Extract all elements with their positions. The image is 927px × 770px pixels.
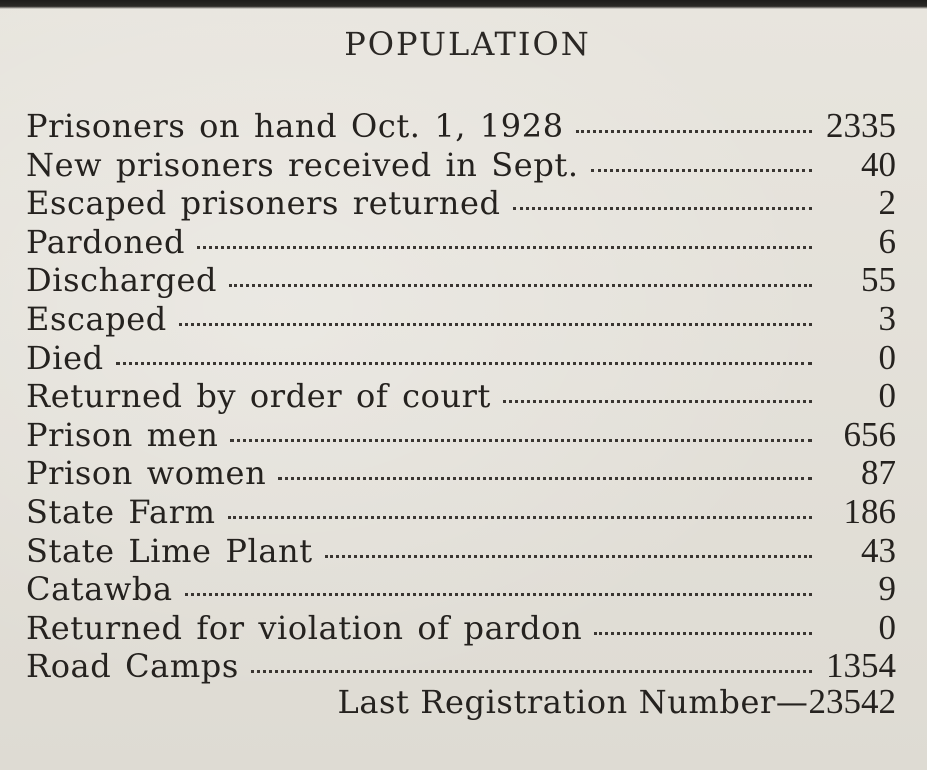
list-item — [26, 300, 896, 339]
row-label: Returned for violation of pardon — [26, 608, 583, 647]
list-item — [26, 107, 896, 146]
dot-leader — [185, 593, 812, 596]
row-label: Catawba — [26, 570, 173, 609]
row-label: New prisoners received in Sept. — [26, 145, 579, 184]
row-value: 0 — [878, 607, 896, 647]
list-item — [26, 416, 896, 455]
list-item — [26, 223, 896, 262]
row-value: 6 — [878, 221, 896, 261]
dot-leader — [503, 400, 812, 403]
last-registration-number — [338, 682, 897, 722]
row-label: Pardoned — [26, 222, 186, 261]
list-item — [26, 339, 896, 378]
footer-label: Last Registration Number— — [337, 683, 809, 721]
row-value: 2335 — [826, 106, 896, 145]
list-item — [26, 609, 896, 648]
list-item — [26, 493, 896, 532]
row-label: State Lime Plant — [26, 531, 313, 570]
dot-leader — [594, 632, 812, 635]
list-item — [26, 146, 896, 185]
row-value: 1354 — [826, 646, 896, 686]
row-label: Prison women — [26, 454, 267, 493]
row-value: 3 — [878, 298, 896, 338]
list-item — [26, 532, 896, 571]
list-item — [26, 647, 896, 686]
row-value: 40 — [861, 144, 896, 184]
list-item — [26, 454, 896, 493]
row-value: 0 — [878, 337, 896, 377]
row-label: Escaped — [26, 299, 167, 338]
row-value: 87 — [861, 453, 896, 493]
dot-leader — [228, 516, 812, 519]
row-value: 656 — [843, 414, 896, 454]
row-label: Discharged — [26, 261, 218, 300]
dot-leader — [251, 670, 812, 673]
list-item — [26, 261, 896, 300]
footer-number: 23542 — [808, 682, 896, 721]
dot-leader — [197, 246, 812, 249]
dot-leader — [179, 323, 812, 326]
list-item — [26, 570, 896, 609]
dot-leader — [325, 555, 812, 558]
row-label: Prison men — [26, 415, 219, 454]
row-value: 0 — [878, 376, 896, 416]
row-value: 186 — [843, 491, 896, 531]
dot-leader — [278, 477, 812, 480]
row-label: Prisoners on hand Oct. 1, 1928 — [26, 107, 564, 145]
dot-leader — [576, 130, 812, 133]
row-value: 55 — [861, 260, 896, 300]
list-item — [26, 184, 896, 223]
row-label: Road Camps — [26, 647, 239, 686]
list-item — [26, 377, 896, 416]
dot-leader — [230, 439, 812, 442]
page-title: POPULATION — [344, 25, 591, 63]
population-list — [26, 107, 896, 686]
row-label: Returned by order of court — [26, 377, 492, 416]
dot-leader — [116, 362, 812, 365]
row-label: Died — [26, 338, 104, 377]
row-value: 2 — [878, 183, 896, 223]
row-value: 43 — [861, 530, 896, 570]
row-label: Escaped prisoners returned — [26, 184, 501, 223]
row-value: 9 — [878, 569, 896, 609]
dot-leader — [229, 284, 812, 287]
row-label: State Farm — [26, 492, 216, 531]
dot-leader — [513, 207, 812, 210]
dot-leader — [591, 169, 812, 172]
